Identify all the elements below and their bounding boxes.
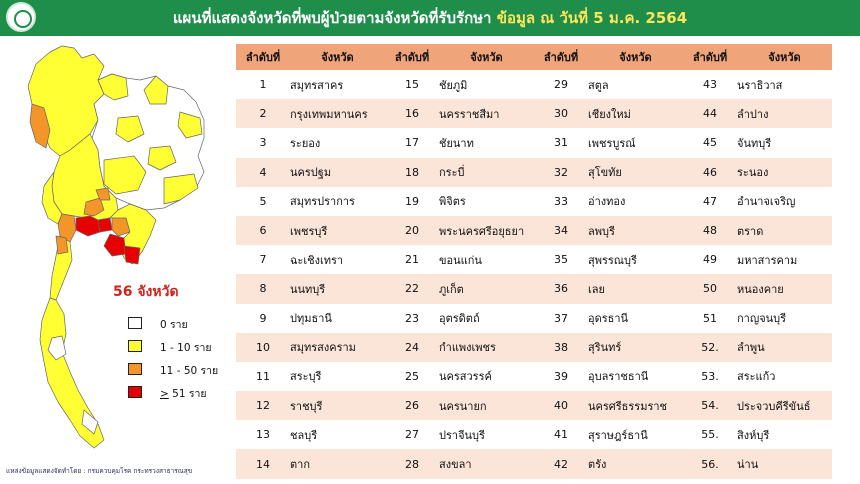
province-cell: เพชรบุรี xyxy=(290,216,385,245)
rank-cell: 21 xyxy=(385,245,439,274)
table-body xyxy=(236,70,832,479)
header-province: จังหวัด xyxy=(439,44,534,70)
rank-cell: 1 xyxy=(236,70,290,99)
rank-cell: 30 xyxy=(534,99,588,128)
rank-cell: 32 xyxy=(534,158,588,187)
province-cell: อำนาจเจริญ xyxy=(737,187,832,216)
rank-cell: 11 xyxy=(236,362,290,391)
legend-item-zero xyxy=(128,314,238,334)
rank-cell: 14 xyxy=(236,449,290,478)
rank-cell: 27 xyxy=(385,420,439,449)
rank-cell: 37 xyxy=(534,304,588,333)
rank-cell: 33 xyxy=(534,187,588,216)
table-row xyxy=(236,216,832,245)
header-rank: ลำดับที่ xyxy=(385,44,439,70)
rank-cell: 43 xyxy=(683,70,737,99)
province-cell: ชัยภูมิ xyxy=(439,70,534,99)
rank-cell: 34 xyxy=(534,216,588,245)
legend-swatch-white xyxy=(128,317,142,329)
rank-cell: 8 xyxy=(236,274,290,303)
table-row xyxy=(236,128,832,157)
rank-cell: 49 xyxy=(683,245,737,274)
rank-cell: 44 xyxy=(683,99,737,128)
rank-cell: 3 xyxy=(236,128,290,157)
header-province: จังหวัด xyxy=(290,44,385,70)
rank-cell: 7 xyxy=(236,245,290,274)
rank-cell: 19 xyxy=(385,187,439,216)
province-cell: ฉะเชิงเทรา xyxy=(290,245,385,274)
province-cell: พิจิตร xyxy=(439,187,534,216)
rank-cell: 28 xyxy=(385,449,439,478)
table-row xyxy=(236,99,832,128)
province-cell: พระนครศรีอยุธยา xyxy=(439,216,534,245)
map-petchaburi-orange xyxy=(56,236,68,254)
table-row xyxy=(236,304,832,333)
province-cell: นราธิวาส xyxy=(737,70,832,99)
page-title xyxy=(0,0,860,36)
province-cell: ลำปาง xyxy=(737,99,832,128)
rank-cell: 53. xyxy=(683,362,737,391)
province-cell: นครนายก xyxy=(439,391,534,420)
province-cell: สมุทรสงคราม xyxy=(290,333,385,362)
legend-item-high xyxy=(128,383,238,403)
province-cell: อุตรดิตถ์ xyxy=(439,304,534,333)
province-cell: สตูล xyxy=(588,70,683,99)
province-cell: กรุงเทพมหานคร xyxy=(290,99,385,128)
province-cell: สงขลา xyxy=(439,449,534,478)
legend-swatch-orange xyxy=(128,363,142,375)
province-cell: นนทบุรี xyxy=(290,274,385,303)
map-east-red-1 xyxy=(104,234,126,256)
legend-label xyxy=(160,385,207,402)
province-cell: จันทบุรี xyxy=(737,128,832,157)
province-cell: ลำพูน xyxy=(737,333,832,362)
province-cell: ระยอง xyxy=(290,128,385,157)
rank-cell: 25 xyxy=(385,362,439,391)
province-cell: ปทุมธานี xyxy=(290,304,385,333)
rank-cell: 23 xyxy=(385,304,439,333)
rank-cell: 16 xyxy=(385,99,439,128)
rank-cell: 56. xyxy=(683,449,737,478)
legend-swatch-red xyxy=(128,386,142,398)
table-row xyxy=(236,70,832,99)
rank-cell: 4 xyxy=(236,158,290,187)
header-rank: ลำดับที่ xyxy=(236,44,290,70)
map-ne-yellow-6 xyxy=(164,174,198,204)
rank-cell: 22 xyxy=(385,274,439,303)
title-date: ข้อมูล ณ วันที่ 5 ม.ค. 2564 xyxy=(496,9,688,27)
rank-cell: 51 xyxy=(683,304,737,333)
table-row xyxy=(236,362,832,391)
province-cell: เลย xyxy=(588,274,683,303)
province-cell: นครศรีธรรมราช xyxy=(588,391,683,420)
rank-cell: 54. xyxy=(683,391,737,420)
province-cell: ตาก xyxy=(290,449,385,478)
province-count: 56 จังหวัด xyxy=(113,284,179,300)
rank-cell: 9 xyxy=(236,304,290,333)
rank-cell: 47 xyxy=(683,187,737,216)
rank-cell: 36 xyxy=(534,274,588,303)
legend-swatch-yellow xyxy=(128,340,142,352)
province-cell: ขอนแก่น xyxy=(439,245,534,274)
rank-cell: 12 xyxy=(236,391,290,420)
province-cell: ชลบุรี xyxy=(290,420,385,449)
rank-cell: 18 xyxy=(385,158,439,187)
province-cell: นครราชสีมา xyxy=(439,99,534,128)
legend-label: 11 - 50 ราย xyxy=(160,365,219,377)
province-cell: ชัยนาท xyxy=(439,128,534,157)
province-cell: น่าน xyxy=(737,449,832,478)
table-row xyxy=(236,420,832,449)
rank-cell: 38 xyxy=(534,333,588,362)
rank-cell: 17 xyxy=(385,128,439,157)
province-cell: เชียงใหม่ xyxy=(588,99,683,128)
table-row xyxy=(236,391,832,420)
rank-cell: 13 xyxy=(236,420,290,449)
province-cell: อุบลราชธานี xyxy=(588,362,683,391)
rank-cell: 15 xyxy=(385,70,439,99)
rank-cell: 39 xyxy=(534,362,588,391)
legend-label: 0 ราย xyxy=(160,319,188,331)
source-note: แหล่งข้อมูลแสดงจัดทำโดย : กรมควบคุมโรค กระทรวงสาธารณสุข xyxy=(6,467,193,475)
province-cell: มหาสารคาม xyxy=(737,245,832,274)
province-cell: อุดรธานี xyxy=(588,304,683,333)
header-province: จังหวัด xyxy=(588,44,683,70)
province-cell: กาญจนบุรี xyxy=(737,304,832,333)
legend-label-text: 51 ราย xyxy=(172,388,207,400)
header-rank: ลำดับที่ xyxy=(534,44,588,70)
province-cell: สุรินทร์ xyxy=(588,333,683,362)
legend-item-mid xyxy=(128,360,238,380)
rank-cell: 41 xyxy=(534,420,588,449)
title-main: แผนที่แสดงจังหวัดที่พบผู้ป่วยตามจังหวัดที่รับรักษา xyxy=(172,9,492,27)
table-row xyxy=(236,274,832,303)
rank-cell: 29 xyxy=(534,70,588,99)
rank-cell: 31 xyxy=(534,128,588,157)
rank-cell: 35 xyxy=(534,245,588,274)
province-cell: สระแก้ว xyxy=(737,362,832,391)
rank-cell: 48 xyxy=(683,216,737,245)
legend-label: 1 - 10 ราย xyxy=(160,342,212,354)
table-row xyxy=(236,245,832,274)
rank-cell: 5 xyxy=(236,187,290,216)
map-bkk-red-1 xyxy=(76,216,100,236)
rank-cell: 55. xyxy=(683,420,737,449)
province-cell: นครสวรรค์ xyxy=(439,362,534,391)
province-cell: สิงห์บุรี xyxy=(737,420,832,449)
header-province: จังหวัด xyxy=(737,44,832,70)
table-header-row xyxy=(236,44,832,70)
province-cell: ตรัง xyxy=(588,449,683,478)
province-cell: ราชบุรี xyxy=(290,391,385,420)
province-cell: สมุทรปราการ xyxy=(290,187,385,216)
province-cell: สุโขทัย xyxy=(588,158,683,187)
map-east-red-2 xyxy=(124,246,140,264)
province-cell: ตราด xyxy=(737,216,832,245)
table-row xyxy=(236,333,832,362)
province-cell: หนองคาย xyxy=(737,274,832,303)
rank-cell: 46 xyxy=(683,158,737,187)
province-cell: ระนอง xyxy=(737,158,832,187)
province-cell: กำแพงเพชร xyxy=(439,333,534,362)
map-legend xyxy=(128,314,238,406)
province-cell: สมุทรสาคร xyxy=(290,70,385,99)
province-cell: ประจวบคีรีขันธ์ xyxy=(737,391,832,420)
province-cell: ภูเก็ต xyxy=(439,274,534,303)
province-cell: สุพรรณบุรี xyxy=(588,245,683,274)
table-row xyxy=(236,449,832,478)
table-row xyxy=(236,158,832,187)
province-cell: สระบุรี xyxy=(290,362,385,391)
rank-cell: 20 xyxy=(385,216,439,245)
province-cell: นครปฐม xyxy=(290,158,385,187)
rank-cell: 52. xyxy=(683,333,737,362)
province-ranking-table xyxy=(236,44,832,479)
province-cell: กระบี่ xyxy=(439,158,534,187)
rank-cell: 2 xyxy=(236,99,290,128)
rank-cell: 26 xyxy=(385,391,439,420)
province-cell: ลพบุรี xyxy=(588,216,683,245)
rank-cell: 45 xyxy=(683,128,737,157)
province-cell: เพชรบูรณ์ xyxy=(588,128,683,157)
rank-cell: 10 xyxy=(236,333,290,362)
legend-prefix: > xyxy=(160,388,169,400)
rank-cell: 42 xyxy=(534,449,588,478)
province-cell: สุราษฎร์ธานี xyxy=(588,420,683,449)
province-cell: ปราจีนบุรี xyxy=(439,420,534,449)
map-bkk-red-2 xyxy=(98,218,112,232)
header-rank: ลำดับที่ xyxy=(683,44,737,70)
header-bar xyxy=(0,0,860,36)
rank-cell: 40 xyxy=(534,391,588,420)
legend-item-low xyxy=(128,337,238,357)
province-cell: อ่างทอง xyxy=(588,187,683,216)
rank-cell: 6 xyxy=(236,216,290,245)
table-row xyxy=(236,187,832,216)
rank-cell: 24 xyxy=(385,333,439,362)
rank-cell: 50 xyxy=(683,274,737,303)
